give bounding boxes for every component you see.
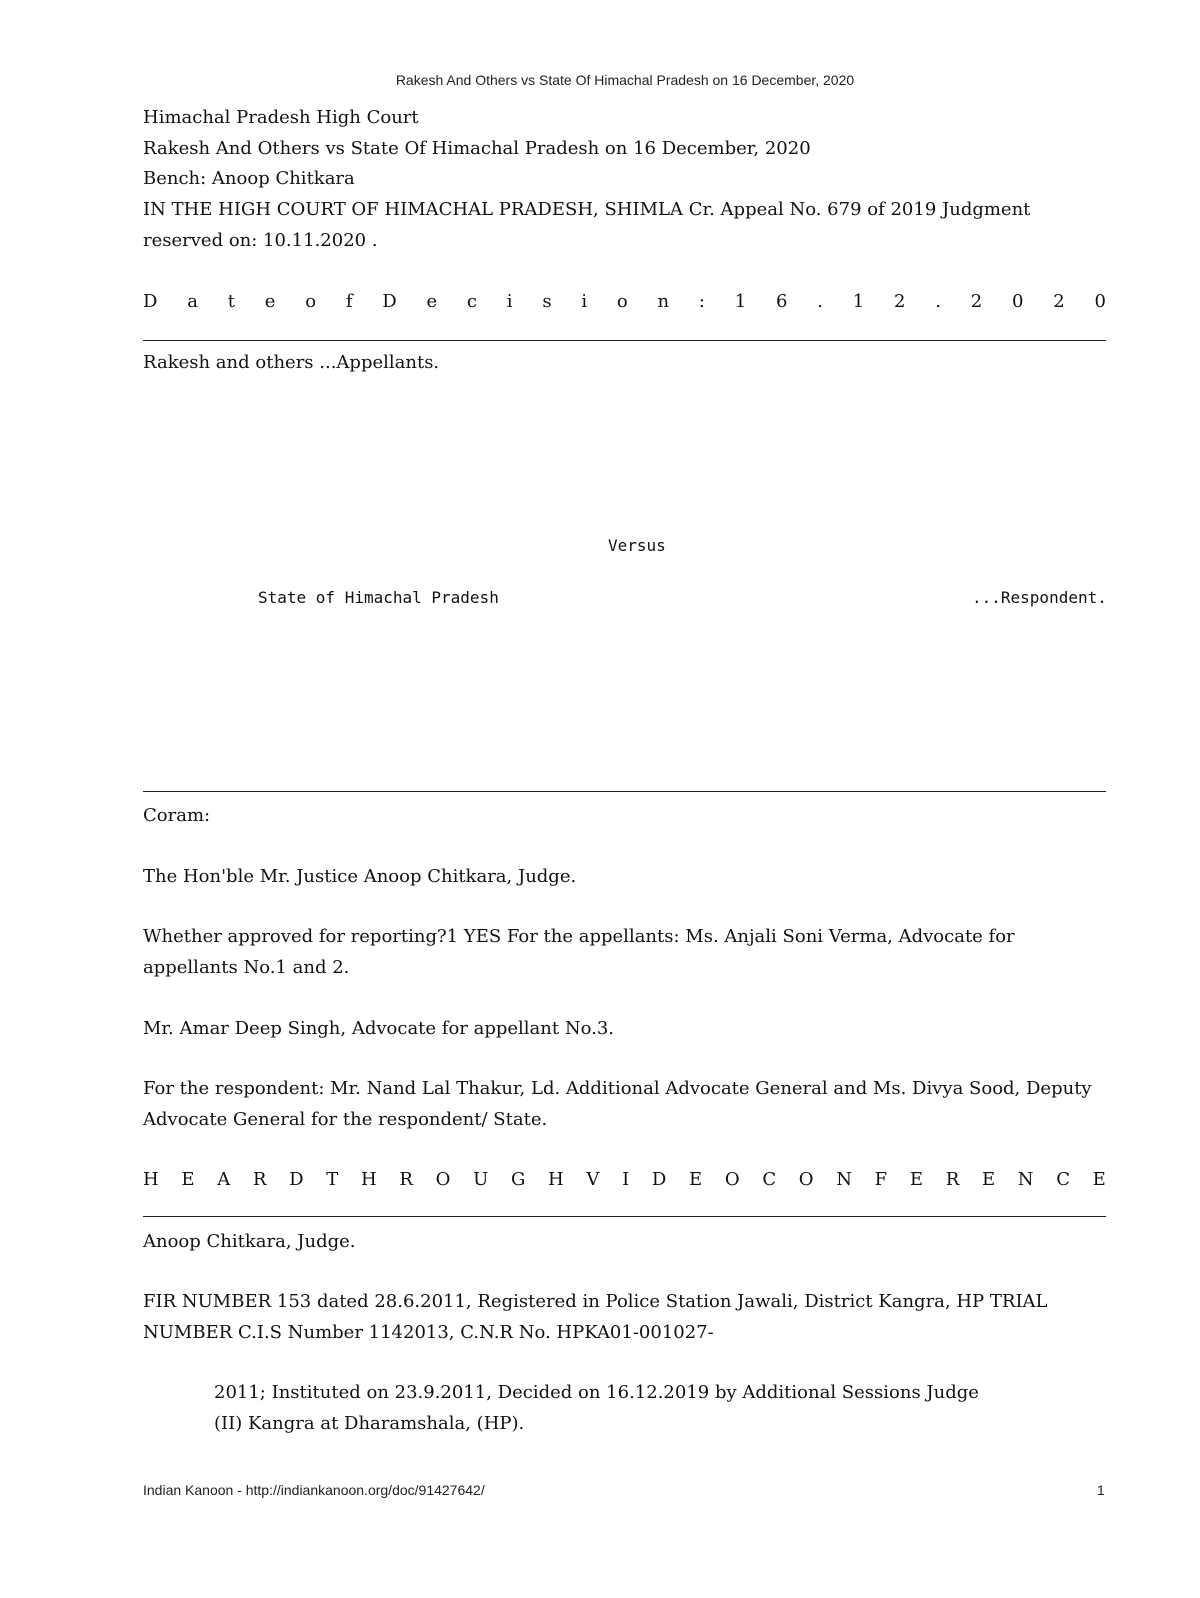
date_of_decision-char: t [227, 291, 235, 312]
heard-char: E [1092, 1169, 1106, 1190]
respondent-name: State of Himachal Pradesh [258, 588, 499, 607]
divider [143, 340, 1106, 341]
divider [143, 791, 1106, 792]
heard-char: C [762, 1169, 777, 1190]
case-title: Rakesh And Others vs State Of Himachal Pradesh on 16 December, 2020 [143, 138, 811, 159]
date_of_decision-char: i [506, 291, 513, 312]
heard-char: E [981, 1169, 996, 1190]
heard-char: R [945, 1169, 960, 1190]
heard-char: T [326, 1169, 339, 1190]
heard-char: O [798, 1169, 814, 1190]
respondent-label: ...Respondent. [972, 588, 1107, 607]
heard-char: E [689, 1169, 703, 1190]
date_of_decision-char: 2 [894, 291, 906, 312]
page-number: 1 [1097, 1482, 1105, 1498]
judge-line: The Hon'ble Mr. Justice Anoop Chitkara, Judge. [143, 866, 577, 887]
heard-char: U [473, 1169, 489, 1190]
date_of_decision-char: 6 [776, 291, 788, 312]
heard-char: N [1017, 1169, 1034, 1190]
appellant3-counsel: Mr. Amar Deep Singh, Advocate for appellant No.3. [143, 1018, 615, 1039]
date_of_decision-char: 0 [1011, 291, 1024, 312]
heard-char: H [143, 1169, 159, 1190]
court-name: Himachal Pradesh High Court [143, 107, 419, 128]
date_of_decision-char: 0 [1094, 291, 1106, 312]
respondent-counsel: For the respondent: Mr. Nand Lal Thakur, Ld. Additional Advocate General and Ms. Divya Sood, Deputy Advocate General for the respondent/ State. [143, 1078, 1092, 1130]
instituted-line-2: (II) Kangra at Dharamshala, (HP). [214, 1413, 525, 1434]
heard-char: D [289, 1169, 304, 1190]
date_of_decision-char: e [426, 291, 438, 312]
date_of_decision-char: 2 [970, 291, 983, 312]
heard-char: A [217, 1169, 231, 1190]
date_of_decision-char: a [187, 291, 198, 312]
date_of_decision-char: s [542, 291, 552, 312]
date_of_decision-char: 1 [852, 291, 865, 312]
heard-char: O [435, 1169, 451, 1190]
heard-char: R [399, 1169, 413, 1190]
date_of_decision-char: . [935, 291, 941, 312]
heard-char: E [181, 1169, 195, 1190]
heard-char: F [874, 1169, 888, 1190]
fir-paragraph: FIR NUMBER 153 dated 28.6.2011, Registered in Police Station Jawali, District Kangra, HP TRIAL NUMBER C.I.S Number 1142013, C.N.R No. HPKA01-001027- [143, 1291, 1048, 1343]
heard-char: R [252, 1169, 267, 1190]
reporting-paragraph: Whether approved for reporting?1 YES For the appellants: Ms. Anjali Soni Verma, Advocate for appellants No.1 and 2. [143, 926, 1015, 978]
heard-char: G [510, 1169, 526, 1190]
author-line: Anoop Chitkara, Judge. [143, 1231, 356, 1252]
appellants-line: Rakesh and others ...Appellants. [143, 352, 440, 373]
date_of_decision-char: o [305, 291, 317, 312]
heard-through-video-conference [143, 1168, 1106, 1192]
heard-char: D [651, 1169, 667, 1190]
heard-char: E [909, 1169, 923, 1190]
heard-char: V [586, 1169, 600, 1190]
date_of_decision-char: D [143, 291, 158, 312]
date_of_decision-char: n [657, 291, 670, 312]
versus: Versus [608, 536, 666, 555]
instituted-line-1: 2011; Instituted on 23.9.2011, Decided on 16.12.2019 by Additional Sessions Judge [214, 1382, 979, 1403]
divider [143, 1216, 1106, 1217]
date-of-decision [143, 290, 1106, 314]
intro-paragraph: IN THE HIGH COURT OF HIMACHAL PRADESH, SHIMLA Cr. Appeal No. 679 of 2019 Judgment reserved on: 10.11.2020 . [143, 199, 1031, 251]
coram-label: Coram: [143, 805, 211, 826]
date_of_decision-char: e [264, 291, 276, 312]
heard-char: C [1056, 1169, 1070, 1190]
date_of_decision-char: D [382, 291, 397, 312]
date_of_decision-char: o [616, 291, 628, 312]
date_of_decision-char: : [698, 291, 705, 312]
date_of_decision-char: 2 [1053, 291, 1065, 312]
date_of_decision-char: f [345, 291, 353, 312]
running-header: Rakesh And Others vs State Of Himachal Pradesh on 16 December, 2020 [395, 72, 855, 88]
heard-char: N [836, 1169, 852, 1190]
heard-char: O [724, 1169, 740, 1190]
footer-source: Indian Kanoon - http://indiankanoon.org/doc/91427642/ [143, 1482, 485, 1498]
heard-char: H [360, 1169, 377, 1190]
date_of_decision-char: . [817, 291, 823, 312]
date_of_decision-char: c [466, 291, 478, 312]
bench: Bench: Anoop Chitkara [143, 168, 355, 189]
date_of_decision-char: 1 [734, 291, 747, 312]
heard-char: I [622, 1169, 630, 1190]
date_of_decision-char: i [581, 291, 588, 312]
heard-char: H [548, 1169, 564, 1190]
